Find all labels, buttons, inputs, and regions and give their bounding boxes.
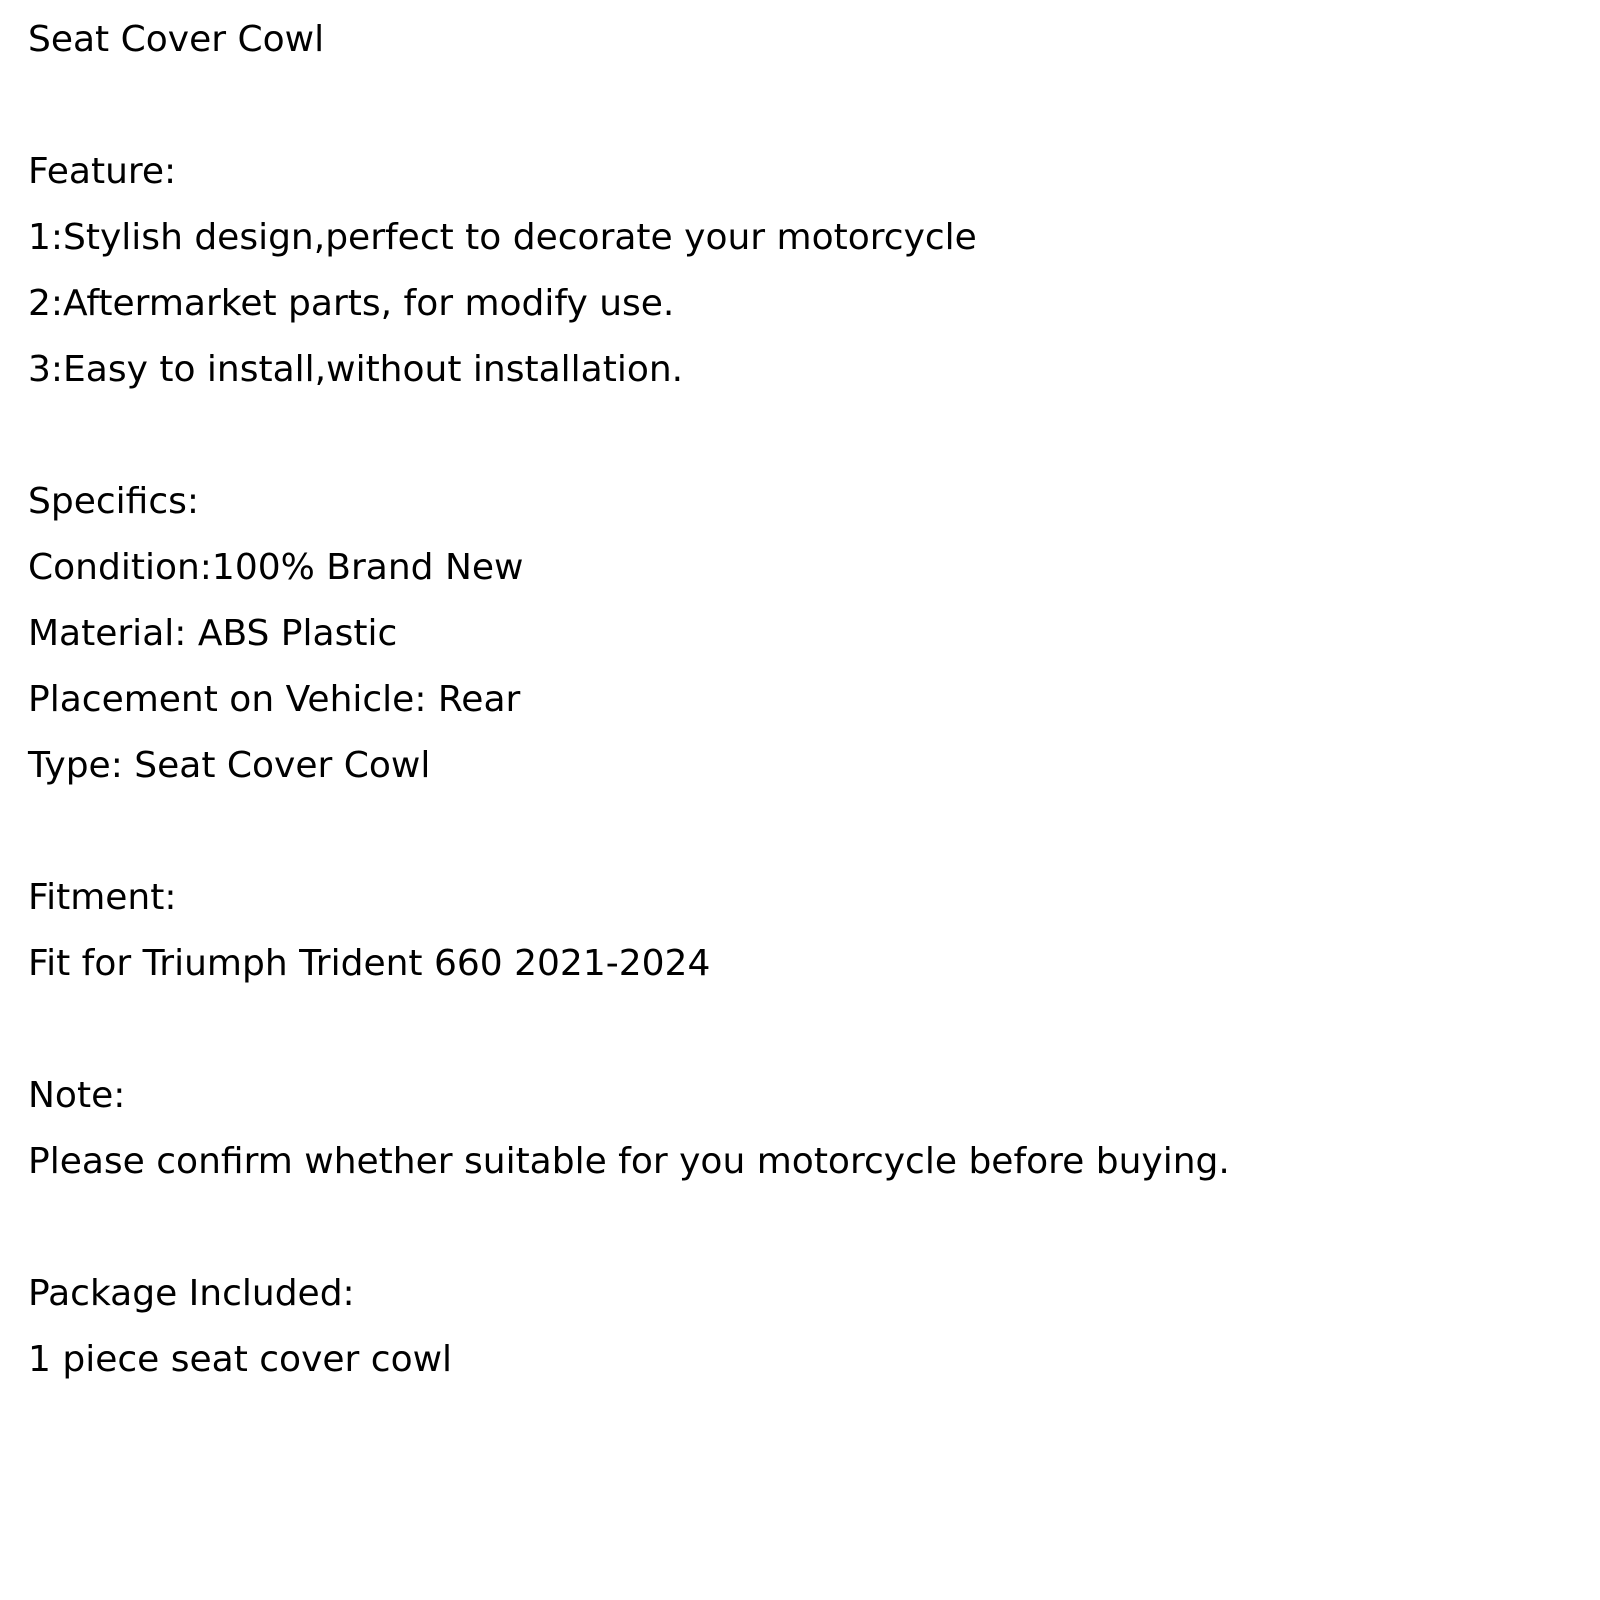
spacer bbox=[28, 403, 1568, 469]
feature-item: 1:Stylish design,perfect to decorate your motorcycle bbox=[28, 217, 977, 258]
note-section bbox=[28, 1063, 1568, 1195]
fitment-heading: Fitment: bbox=[28, 877, 177, 918]
specifics-item: Material: ABS Plastic bbox=[28, 613, 398, 654]
specifics-section bbox=[28, 469, 1568, 799]
spacer bbox=[28, 997, 1568, 1063]
specifics-item: Placement on Vehicle: Rear bbox=[28, 679, 521, 720]
fitment-section bbox=[28, 865, 1568, 997]
feature-item: 2:Aftermarket parts, for modify use. bbox=[28, 283, 675, 324]
feature-item: 3:Easy to install,without installation. bbox=[28, 349, 684, 390]
specifics-item: Type: Seat Cover Cowl bbox=[28, 745, 431, 786]
package-heading: Package Included: bbox=[28, 1273, 355, 1314]
spacer bbox=[28, 73, 1568, 139]
package-section bbox=[28, 1261, 1568, 1393]
note-heading: Note: bbox=[28, 1075, 126, 1116]
page-title: Seat Cover Cowl bbox=[28, 19, 325, 60]
product-description bbox=[28, 7, 1568, 1393]
note-item: Please confirm whether suitable for you motorcycle before buying. bbox=[28, 1141, 1230, 1182]
specifics-heading: Specifics: bbox=[28, 481, 199, 522]
feature-section bbox=[28, 139, 1568, 403]
package-item: 1 piece seat cover cowl bbox=[28, 1339, 453, 1380]
specifics-item: Condition:100% Brand New bbox=[28, 547, 524, 588]
feature-heading: Feature: bbox=[28, 151, 177, 192]
spacer bbox=[28, 799, 1568, 865]
spacer bbox=[28, 1195, 1568, 1261]
fitment-item: Fit for Triumph Trident 660 2021-2024 bbox=[28, 943, 711, 984]
